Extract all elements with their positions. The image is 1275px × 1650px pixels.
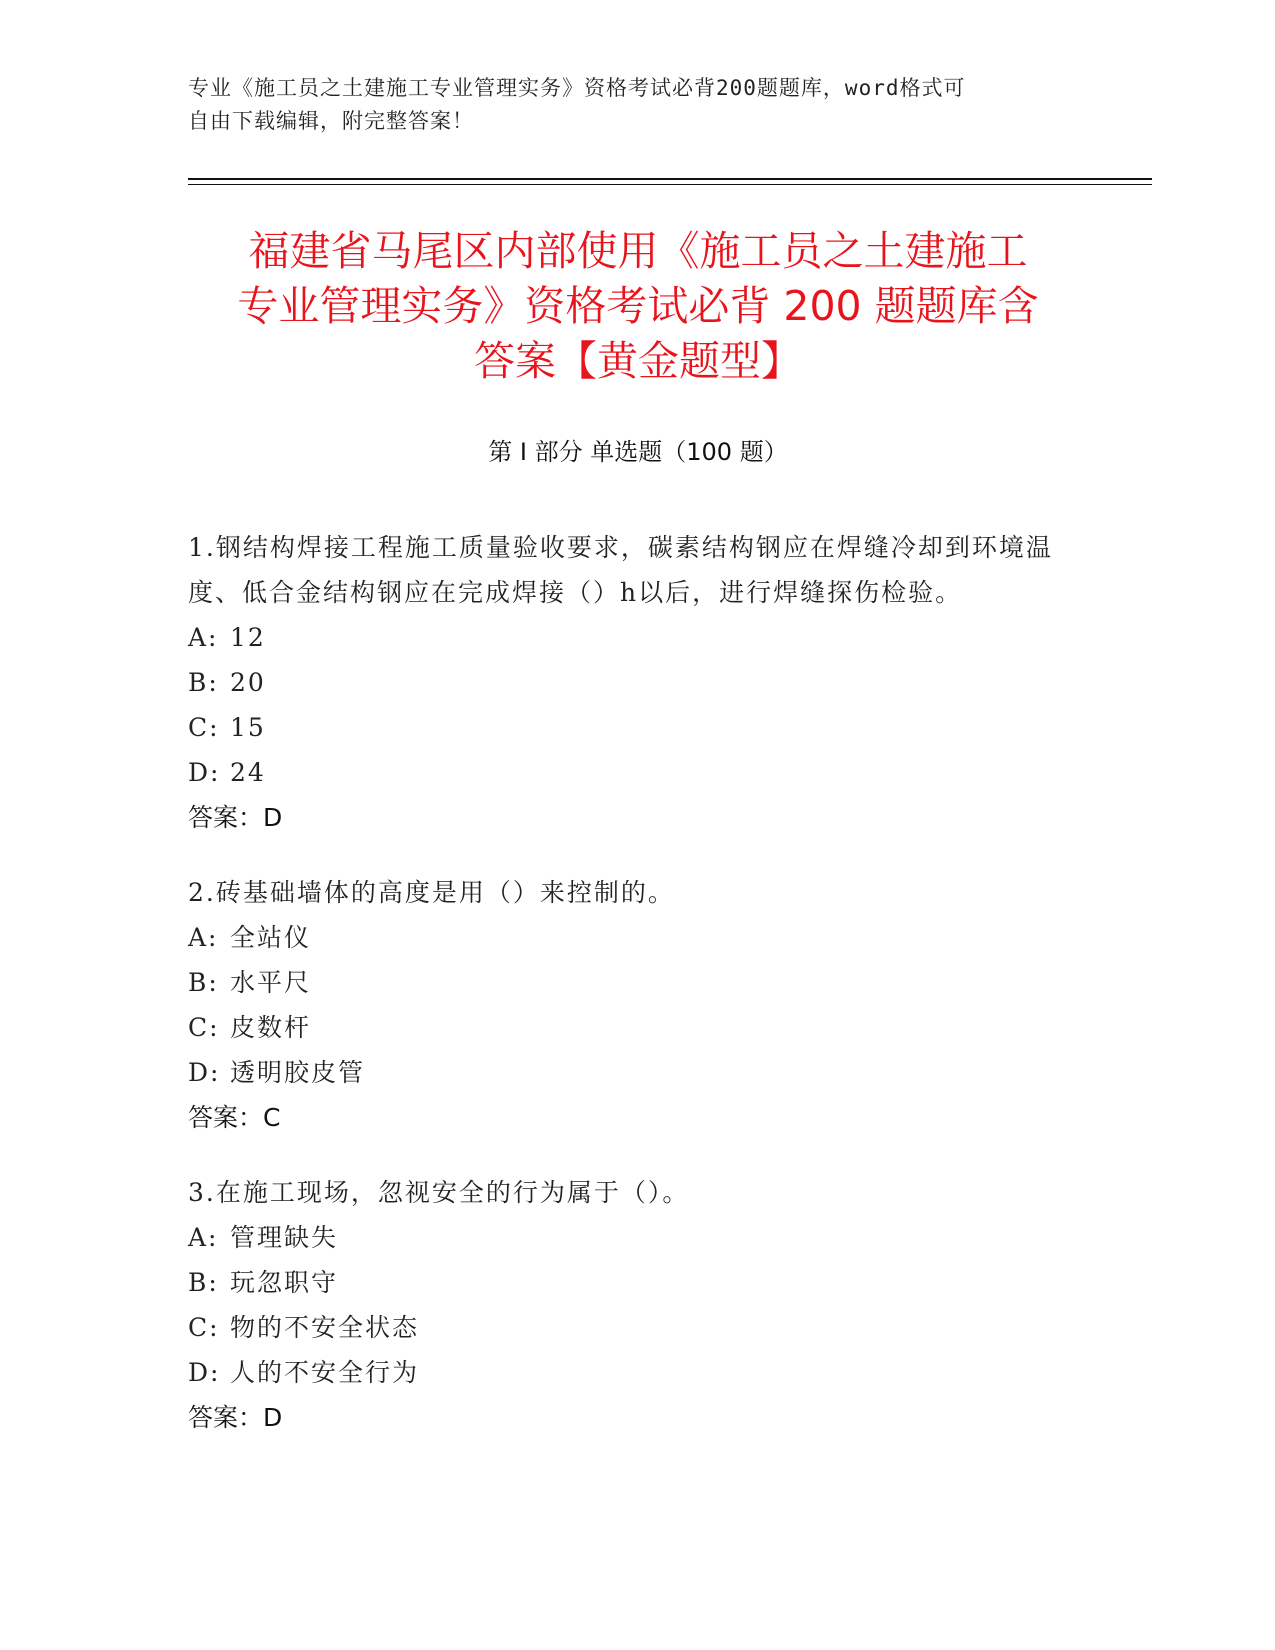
option-key: D: [188, 758, 221, 787]
option-a [188, 915, 1078, 960]
document-title-line-3: 答案【黄金题型】 [474, 337, 802, 385]
option-key: D: [188, 1358, 221, 1387]
document-title [188, 224, 1088, 389]
option-text: 玩忽职守 [230, 1268, 339, 1297]
option-text: 水平尺 [230, 968, 312, 997]
option-text: 20 [230, 668, 266, 697]
section-title: 第 I 部分 单选题（100 题） [488, 438, 788, 466]
option-c [188, 1005, 1078, 1050]
option-c [188, 705, 1078, 750]
header-note-line-1: 专业《施工员之土建施工专业管理实务》资格考试必背200题题库，word格式可 [188, 76, 966, 100]
option-key: B: [188, 968, 219, 997]
question-stem: 3.在施工现场，忽视安全的行为属于（）。 [188, 1178, 690, 1207]
option-a [188, 615, 1078, 660]
question-stem: 1.钢结构焊接工程施工质量验收要求，碳素结构钢应在焊缝冷却到环境温度、低合金结构钢应在完成焊接（）h以后，进行焊缝探伤检验。 [188, 533, 1053, 607]
answer-line: 答案：D [188, 803, 283, 832]
option-text: 全站仪 [230, 923, 312, 952]
option-b [188, 660, 1078, 705]
option-c [188, 1305, 1078, 1350]
option-key: C: [188, 1313, 220, 1342]
question-2 [188, 870, 1078, 1140]
option-key: A: [188, 623, 219, 652]
question-3 [188, 1170, 1078, 1440]
option-key: B: [188, 1268, 219, 1297]
option-text: 皮数杆 [230, 1013, 312, 1042]
option-text: 透明胶皮管 [230, 1058, 366, 1087]
option-b [188, 960, 1078, 1005]
option-key: C: [188, 1013, 220, 1042]
header-divider-thick [188, 178, 1152, 180]
header-note-line-2: 自由下载编辑，附完整答案！ [188, 109, 474, 133]
question-1 [188, 525, 1078, 840]
option-key: D: [188, 1058, 221, 1087]
document-title-line-1: 福建省马尾区内部使用《施工员之土建施工 [248, 227, 1028, 275]
option-text: 管理缺失 [230, 1223, 339, 1252]
option-a [188, 1215, 1078, 1260]
option-key: B: [188, 668, 219, 697]
option-b [188, 1260, 1078, 1305]
document-title-line-2: 专业管理实务》资格考试必背 200 题题库含 [237, 282, 1039, 330]
answer-line: 答案：D [188, 1403, 283, 1432]
option-d [188, 750, 1078, 795]
answer-line: 答案：C [188, 1103, 281, 1132]
option-text: 24 [230, 758, 266, 787]
option-key: A: [188, 1223, 219, 1252]
option-d [188, 1350, 1078, 1395]
option-text: 人的不安全行为 [230, 1358, 420, 1387]
question-list [188, 525, 1078, 1470]
option-key: A: [188, 923, 219, 952]
option-text: 物的不安全状态 [230, 1313, 420, 1342]
question-stem: 2.砖基础墙体的高度是用（）来控制的。 [188, 878, 675, 907]
header-note [188, 72, 1068, 138]
header-divider-thin [188, 184, 1152, 185]
option-d [188, 1050, 1078, 1095]
option-text: 15 [230, 713, 266, 742]
option-text: 12 [230, 623, 266, 652]
option-key: C: [188, 713, 220, 742]
